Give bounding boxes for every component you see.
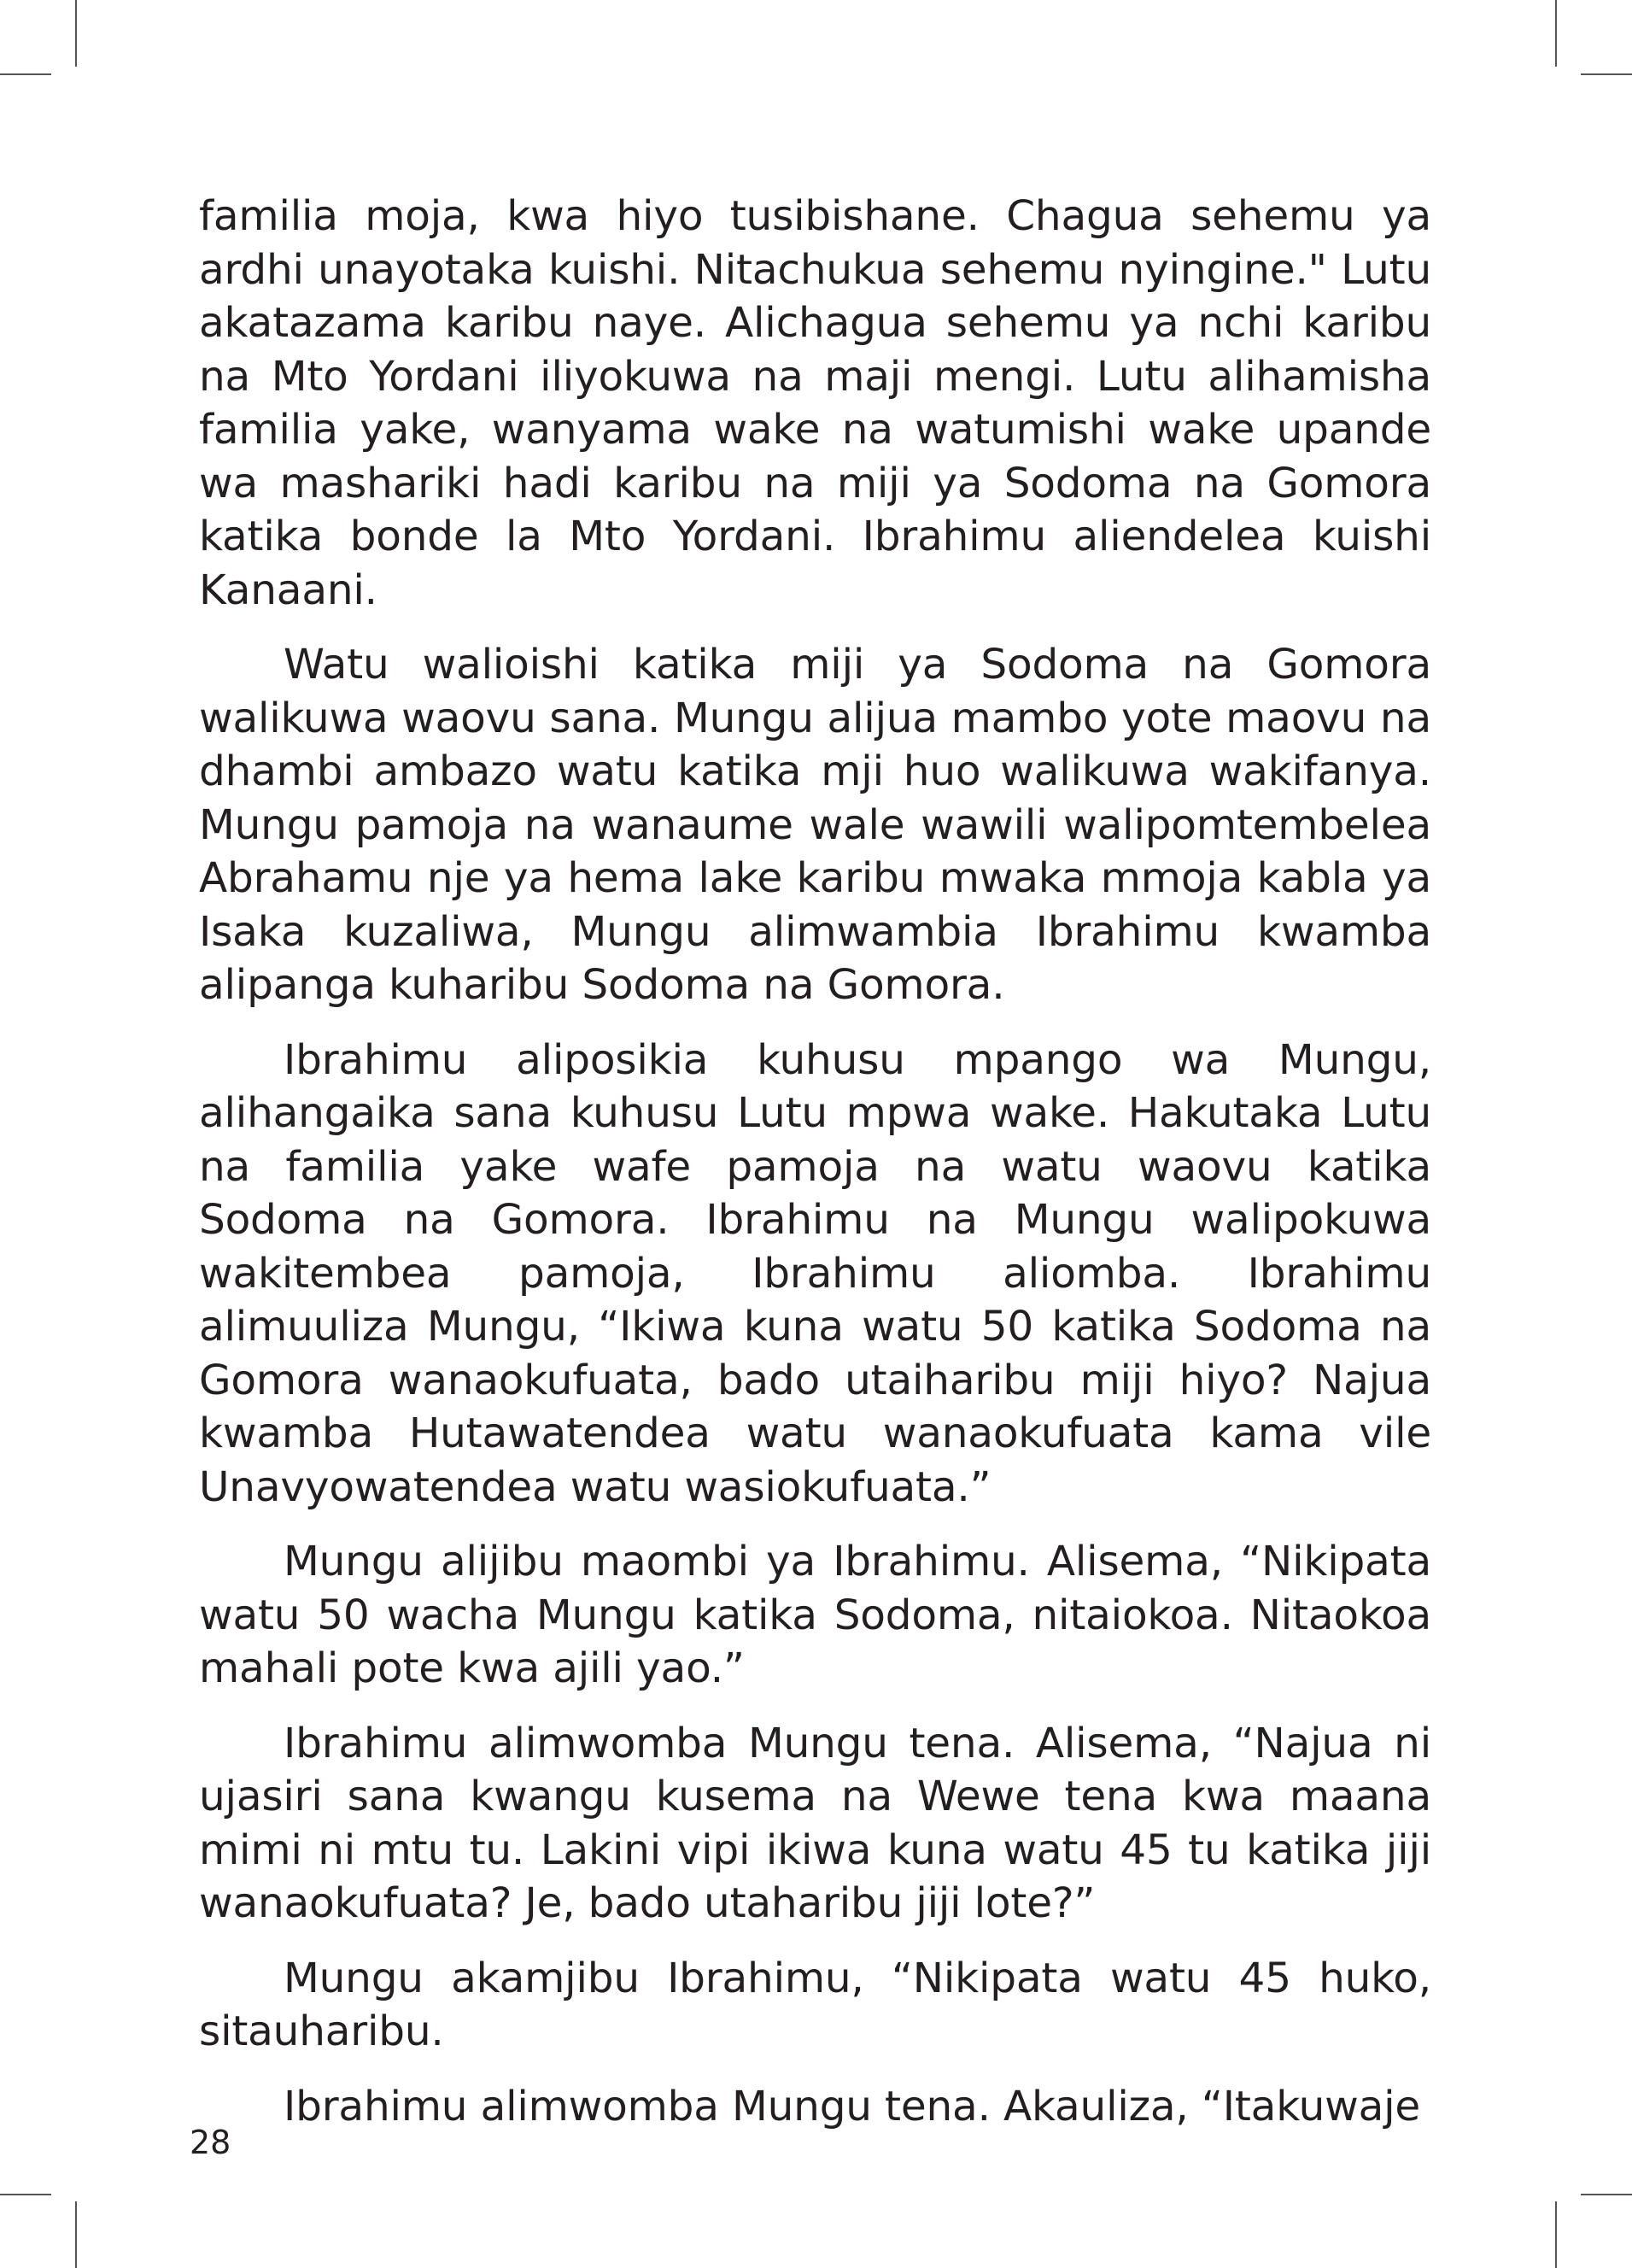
paragraph: Ibrahimu alimwomba Mungu tena. Alisema, “Najua ni ujasiri sana kwangu kusema na Wewe tena kwa maana mimi ni mtu tu. Lakini vipi ikiwa kuna watu 45 tu katika jiji wanaokufuata? Je, bado utaharibu jiji lote?”	[199, 1719, 1431, 1927]
crop-mark-top-right-horizontal	[1581, 73, 1632, 75]
page-body-text	[199, 190, 1431, 2133]
crop-mark-top-left-vertical	[75, 0, 77, 67]
paragraph: Ibrahimu aliposikia kuhusu mpango wa Mungu, alihangaika sana kuhusu Lutu mpwa wake. Hakutaka Lutu na familia yake wafe pamoja na watu waovu katika Sodoma na Gomora. Ibrahimu na Mungu walipokuwa wakitembea pamoja, Ibrahimu aliomba. Ibrahimu alimuuliza Mungu, “Ikiwa kuna watu 50 katika Sodoma na Gomora wanaokufuata, bado utaiharibu miji hiyo? Najua kwamba Hutawatendea watu wanaokufuata kama vile Unavyowatendea watu wasiokufuata.”	[199, 1035, 1431, 1511]
crop-mark-bottom-left-vertical	[75, 2201, 77, 2268]
crop-mark-bottom-right-horizontal	[1581, 2194, 1632, 2195]
crop-mark-top-left-horizontal	[0, 73, 51, 75]
paragraph: Mungu akamjibu Ibrahimu, “Nikipata watu 45 huko, sitauharibu.	[199, 1954, 1431, 2055]
paragraph: Mungu alijibu maombi ya Ibrahimu. Alisema, “Nikipata watu 50 wacha Mungu katika Sodoma, nitaiokoa. Nitaokoa mahali pote kwa ajili yao.”	[199, 1538, 1431, 1692]
page-number: 28	[190, 2124, 231, 2161]
paragraph: Ibrahimu alimwomba Mungu tena. Akauliza, “Itakuwaje	[284, 2082, 1421, 2130]
crop-mark-top-right-vertical	[1555, 0, 1557, 67]
crop-mark-bottom-left-horizontal	[0, 2194, 51, 2195]
paragraph: familia moja, kwa hiyo tusibishane. Chagua sehemu ya ardhi unayotaka kuishi. Nitachukua sehemu nyingine." Lutu akatazama karibu naye. Alichagua sehemu ya nchi karibu na Mto Yordani iliyokuwa na maji mengi. Lutu alihamisha familia yake, wanyama wake na watumishi wake upande wa mashariki hadi karibu na miji ya Sodoma na Gomora katika bonde la Mto Yordani. Ibrahimu aliendelea kuishi Kanaani.	[199, 192, 1431, 614]
paragraph: Watu walioishi katika miji ya Sodoma na Gomora walikuwa waovu sana. Mungu alijua mambo yote maovu na dhambi ambazo watu katika mji huo walikuwa wakifanya. Mungu pamoja na wanaume wale wawili walipomtembelea Abrahamu nje ya hema lake karibu mwaka mmoja kabla ya Isaka kuzaliwa, Mungu alimwambia Ibrahimu kwamba alipanga kuharibu Sodoma na Gomora.	[199, 641, 1431, 1009]
crop-mark-bottom-right-vertical	[1555, 2201, 1557, 2268]
